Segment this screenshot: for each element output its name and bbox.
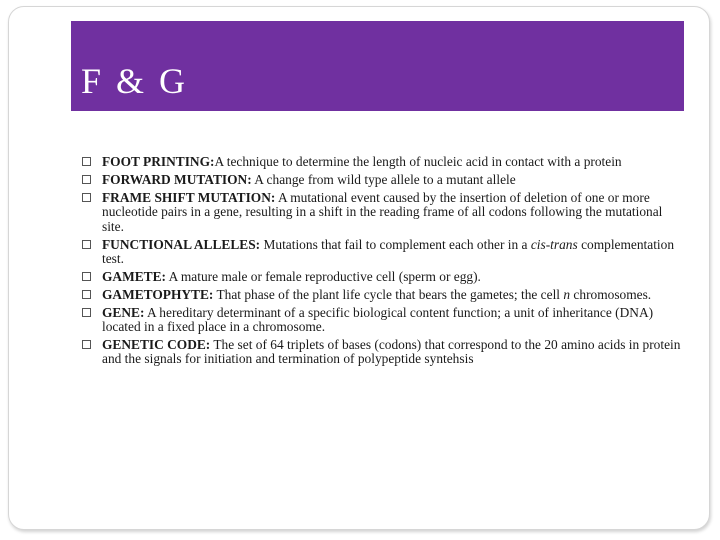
definition-italic: cis-trans — [530, 236, 578, 252]
list-item — [82, 338, 682, 367]
square-bullet-icon — [82, 175, 91, 184]
definition: That phase of the plant life cycle that bears the gametes; the cell — [213, 286, 564, 302]
term: FOOT PRINTING: — [102, 154, 215, 169]
definition: The set of 64 triplets of bases (codons) that correspond to the 20 amino acids in protein and the signals for initiation and termination of polypeptide syntehsis — [102, 336, 681, 367]
list-item — [82, 191, 682, 234]
square-bullet-icon — [82, 272, 91, 281]
square-bullet-icon — [82, 290, 91, 299]
square-bullet-icon — [82, 308, 91, 317]
definition-list — [82, 155, 682, 370]
list-item — [82, 155, 682, 169]
slide-title: F & G — [81, 61, 189, 101]
definition: A technique to determine the length of nucleic acid in contact with a protein — [214, 154, 622, 169]
definition: A hereditary determinant of a specific biological content function; a unit of inheritance (DNA) located in a fixed place in a chromosome. — [102, 304, 654, 335]
list-item — [82, 238, 682, 267]
list-item — [82, 173, 682, 187]
definition: A mutational event caused by the insertion of deletion of one or more nucleotide pairs in a gene, resulting in a shift in the reading frame of all codons following the mutational site. — [102, 189, 663, 234]
term: GENETIC CODE: — [102, 336, 211, 352]
definition: A mature male or female reproductive cell (sperm or egg). — [165, 268, 481, 284]
title-bar — [71, 21, 684, 111]
square-bullet-icon — [82, 157, 91, 166]
term: FORWARD MUTATION: — [102, 171, 252, 187]
definition: chromosomes. — [570, 286, 652, 302]
square-bullet-icon — [82, 193, 91, 202]
term: GAMETOPHYTE: — [102, 286, 214, 302]
definition: complementation test. — [102, 236, 675, 266]
term: GAMETE: — [102, 268, 166, 284]
definition: Mutations that fail to complement each other in a — [260, 236, 531, 252]
list-item — [82, 270, 682, 284]
definition: A change from wild type allele to a mutant allele — [251, 171, 516, 187]
term: FUNCTIONAL ALLELES: — [102, 236, 261, 252]
definition-italic: n — [563, 286, 571, 302]
list-item — [82, 288, 682, 302]
term: FRAME SHIFT MUTATION: — [102, 189, 276, 205]
list-item — [82, 306, 682, 335]
square-bullet-icon — [82, 240, 91, 249]
square-bullet-icon — [82, 340, 91, 349]
term: GENE: — [102, 304, 145, 320]
